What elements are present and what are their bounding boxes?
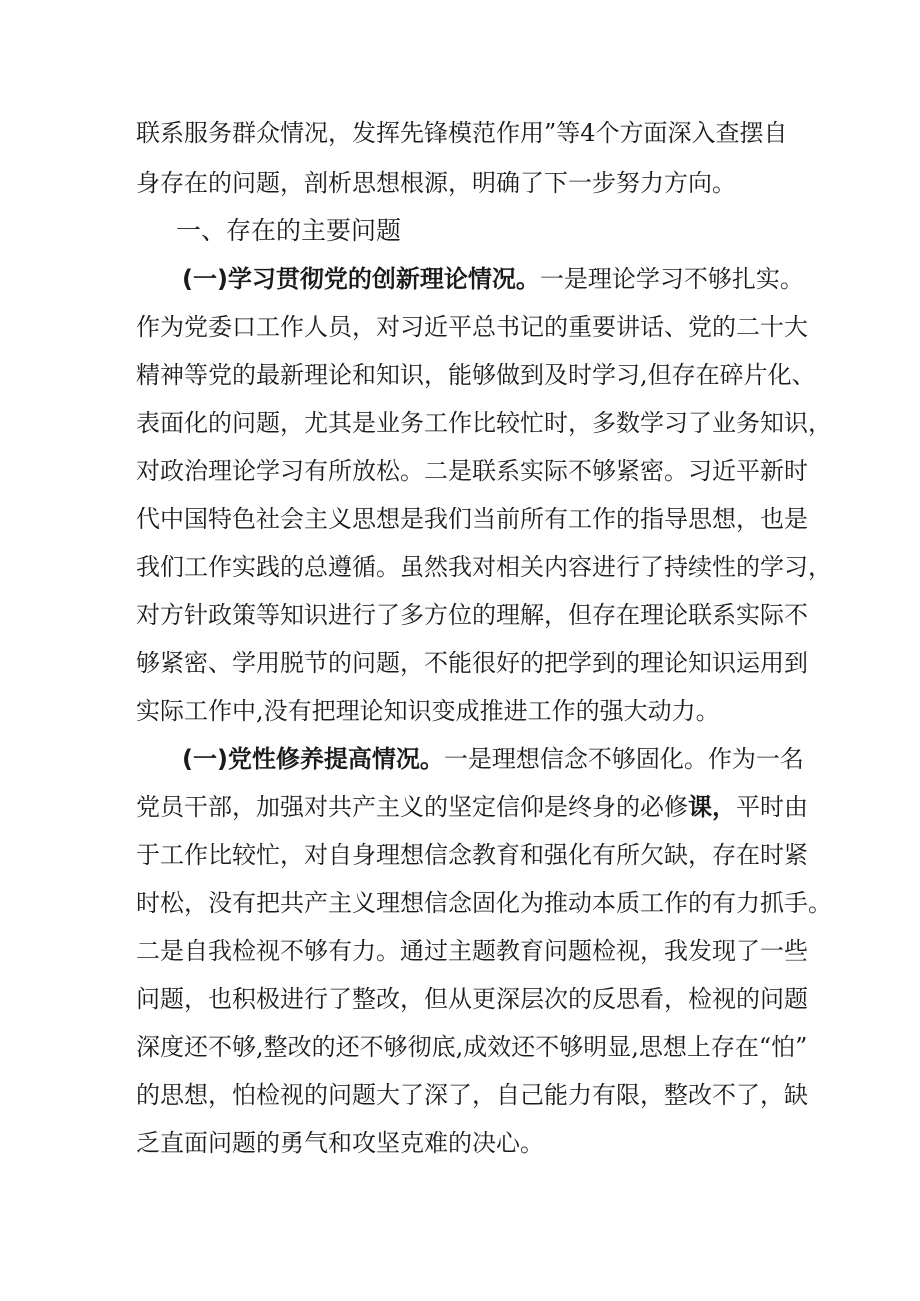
paragraph-text: 一是理想信念不够固化。作为一名 [443, 745, 804, 773]
paragraph-line: 的思想，怕检视的问题大了深了，自己能力有限，整改不了，缺 [136, 1081, 808, 1109]
paragraph-line: 我们工作实践的总遵循。虽然我对相关内容进行了持续性的学习， [136, 553, 832, 581]
paragraph-line: 实际工作中,没有把理论知识变成推进工作的强大动力。 [136, 697, 720, 725]
paragraph-line: 作为党委口工作人员，对习近平总书记的重要讲话、党的二十大 [136, 313, 808, 341]
paragraph-line: 身存在的问题，剖析思想根源，明确了下一步努力方向。 [136, 169, 736, 197]
paragraph-text: 一是理论学习不够扎实。 [539, 265, 804, 293]
paragraph-line: 联系服务群众情况，发挥先锋模范作用”等4个方面深入查摆自 [136, 119, 788, 147]
paragraph-line: 够紧密、学用脱节的问题，不能很好的把学到的理论知识运用到 [136, 649, 808, 677]
paragraph-line: 深度还不够,整改的还不够彻底,成效还不够明显,思想上存在“怕” [136, 1033, 808, 1061]
paragraph-first-line [182, 264, 804, 294]
paragraph-line: 精神等党的最新理论和知识，能够做到及时学习,但存在碎片化、 [136, 361, 816, 389]
paragraph-text: 平时由 [736, 793, 808, 821]
section-heading: 一、存在的主要问题 [176, 216, 402, 245]
emphasis-text: 课， [688, 793, 736, 821]
paragraph-line: 代中国特色社会主义思想是我们当前所有工作的指导思想，也是 [136, 505, 808, 533]
paragraph-line: 乏直面问题的勇气和攻坚克难的决心。 [136, 1129, 544, 1157]
subsection-heading: (一)学习贯彻党的创新理论情况。 [182, 265, 540, 293]
paragraph-line [136, 792, 808, 822]
paragraph-text: 党员干部，加强对共产主义的坚定信仰是终身的必修 [136, 793, 688, 821]
paragraph-line: 对政治理论学习有所放松。二是联系实际不够紧密。习近平新时 [136, 457, 808, 485]
paragraph-line: 表面化的问题，尤其是业务工作比较忙时，多数学习了业务知识， [136, 409, 832, 437]
subsection-heading: (一)党性修养提高情况。 [182, 745, 444, 773]
paragraph-line: 对方针政策等知识进行了多方位的理解，但存在理论联系实际不 [136, 601, 808, 629]
paragraph-first-line [182, 744, 804, 774]
paragraph-line: 二是自我检视不够有力。通过主题教育问题检视，我发现了一些 [136, 937, 808, 965]
paragraph-line: 时松，没有把共产主义理想信念固化为推动本质工作的有力抓手。 [136, 889, 832, 917]
paragraph-line: 于工作比较忙，对自身理想信念教育和强化有所欠缺，存在时紧 [136, 841, 808, 869]
paragraph-line: 问题，也积极进行了整改，但从更深层次的反思看，检视的问题 [136, 985, 808, 1013]
